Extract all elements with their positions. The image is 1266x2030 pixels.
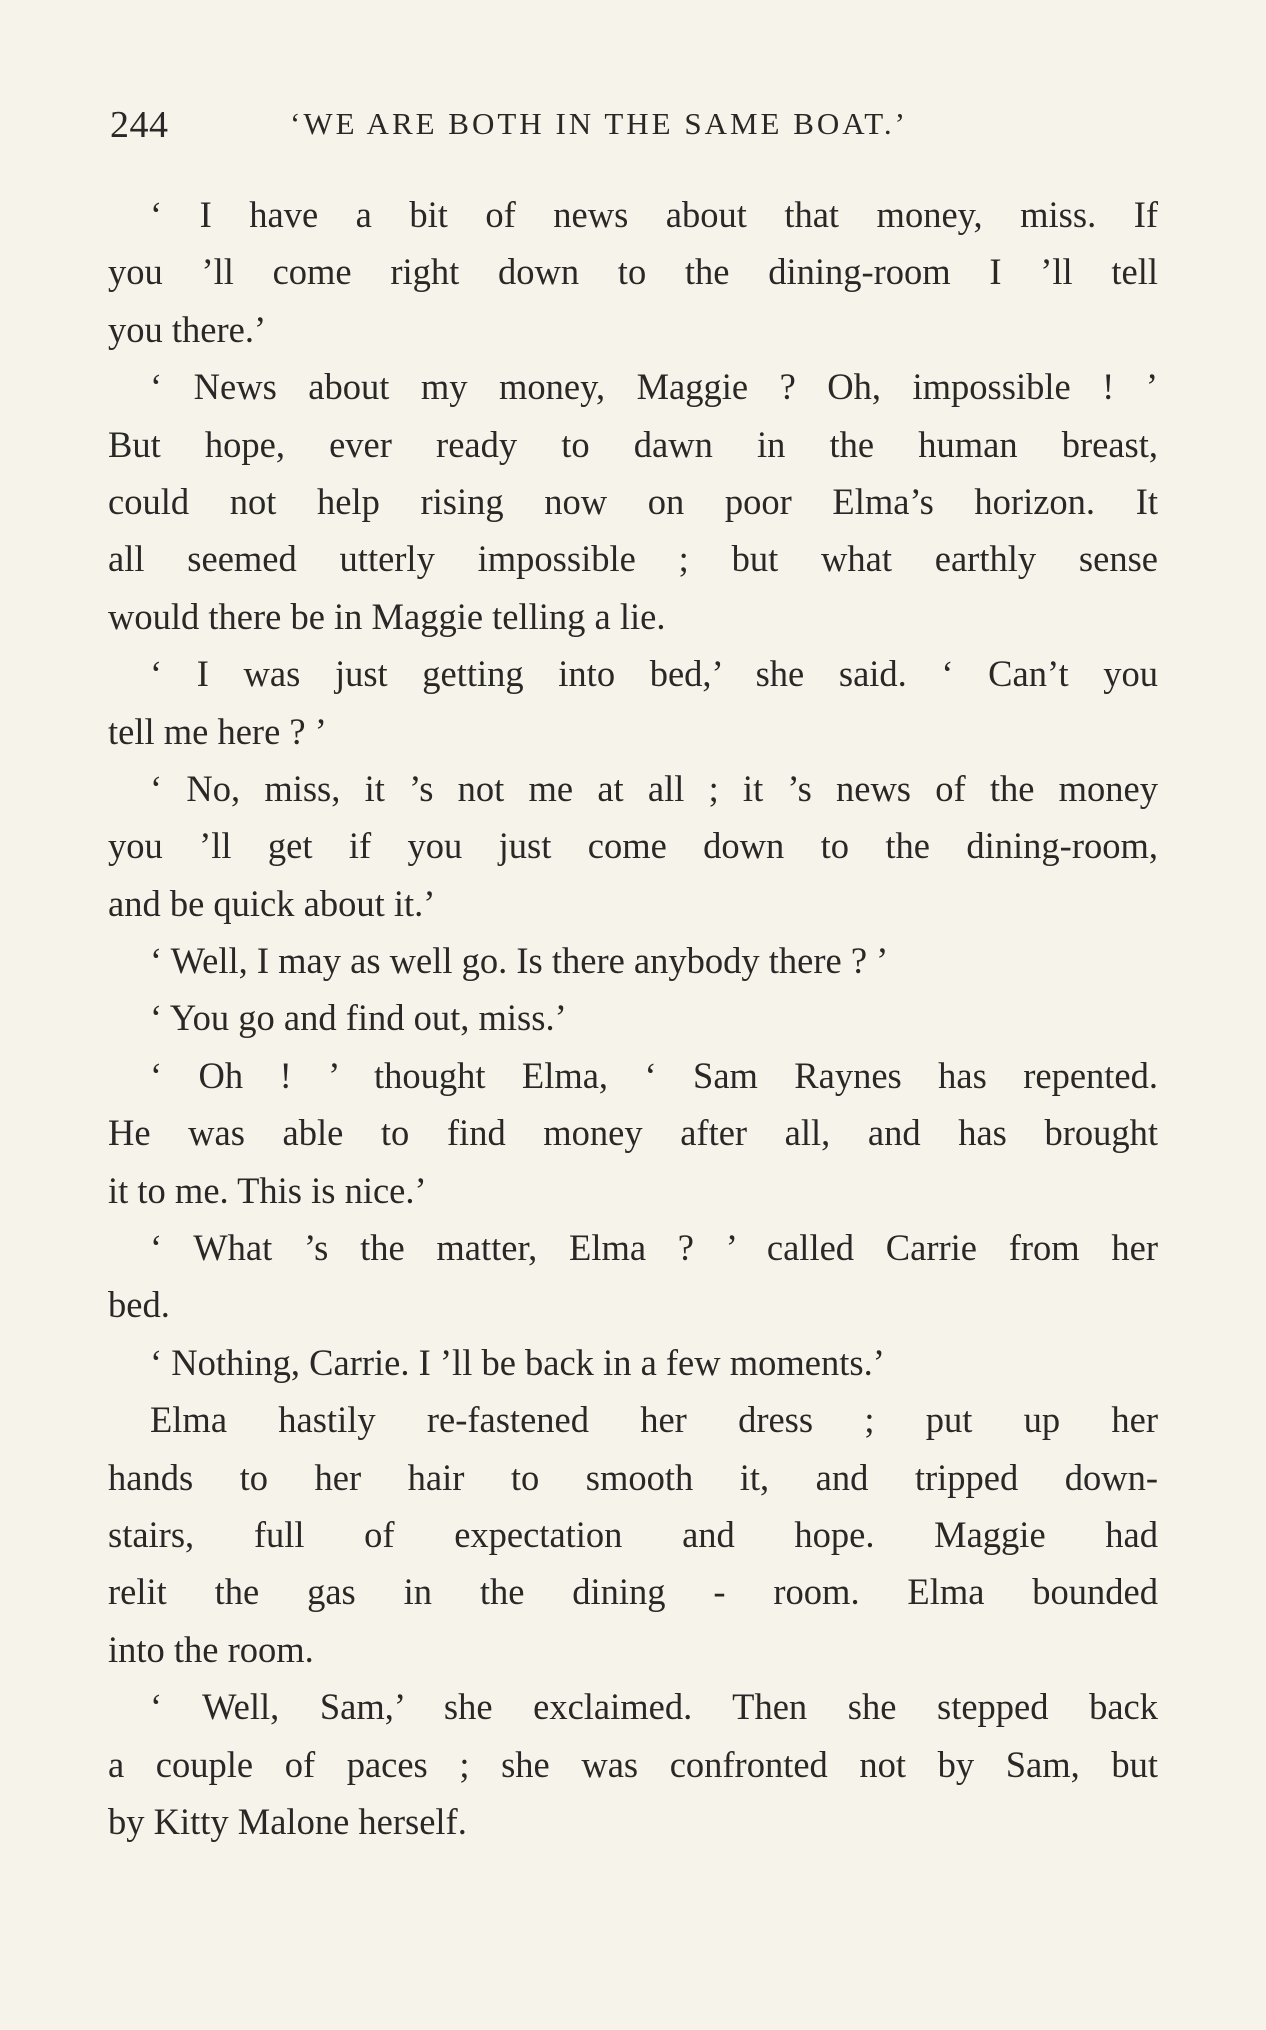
text-line: ‘ You go and find out, miss.’	[150, 997, 567, 1039]
text-line: tell me here ? ’	[108, 710, 327, 752]
text-line: you ’ll come right down to the dining-room I ’ll tell	[108, 251, 1158, 293]
text-line: Elma hastily re-fastened her dress ; put up her	[150, 1399, 1158, 1441]
text-line: would there be in Maggie telling a lie.	[108, 595, 666, 637]
text-line: stairs, full of expectation and hope. Maggie had	[108, 1513, 1158, 1555]
text-line: a couple of paces ; she was confronted not by Sam, but	[108, 1743, 1158, 1785]
text-line: ‘ Well, Sam,’ she exclaimed. Then she stepped back	[150, 1686, 1158, 1728]
text-line: you ’ll get if you just come down to the dining-room,	[108, 825, 1158, 867]
text-line: He was able to find money after all, and has brought	[108, 1112, 1158, 1154]
text-line: ‘ No, miss, it ’s not me at all ; it ’s news of the money	[150, 767, 1158, 809]
body-text	[108, 186, 1158, 1850]
text-line: ‘ I have a bit of news about that money, miss. If	[150, 194, 1158, 235]
text-line: ‘ Oh ! ’ thought Elma, ‘ Sam Raynes has repented.	[150, 1054, 1158, 1096]
text-line: ‘ Well, I may as well go. Is there anybody there ? ’	[150, 940, 889, 982]
text-line: But hope, ever ready to dawn in the human breast,	[108, 423, 1158, 465]
running-title: ‘WE ARE BOTH IN THE SAME BOAT.’	[290, 106, 908, 141]
page-number: 244	[110, 104, 169, 146]
text-line: into the room.	[108, 1628, 314, 1670]
text-line: all seemed utterly impossible ; but what earthly sense	[108, 538, 1158, 580]
text-line: relit the gas in the dining - room. Elma bounded	[108, 1571, 1158, 1613]
text-line: hands to her hair to smooth it, and tripped down-	[108, 1456, 1158, 1498]
text-line: and be quick about it.’	[108, 882, 436, 924]
text-line: ‘ News about my money, Maggie ? Oh, impossible ! ’	[150, 366, 1158, 408]
text-line: you there.’	[108, 308, 267, 350]
text-line: it to me. This is nice.’	[108, 1169, 427, 1211]
text-line: ‘ Nothing, Carrie. I ’ll be back in a few moments.’	[150, 1341, 885, 1383]
text-line: by Kitty Malone herself.	[108, 1800, 467, 1842]
text-line: could not help rising now on poor Elma’s horizon. It	[108, 480, 1158, 522]
text-line: bed.	[108, 1284, 170, 1326]
text-line: ‘ I was just getting into bed,’ she said. ‘ Can’t you	[150, 653, 1158, 695]
text-line: ‘ What ’s the matter, Elma ? ’ called Carrie from her	[150, 1227, 1158, 1269]
